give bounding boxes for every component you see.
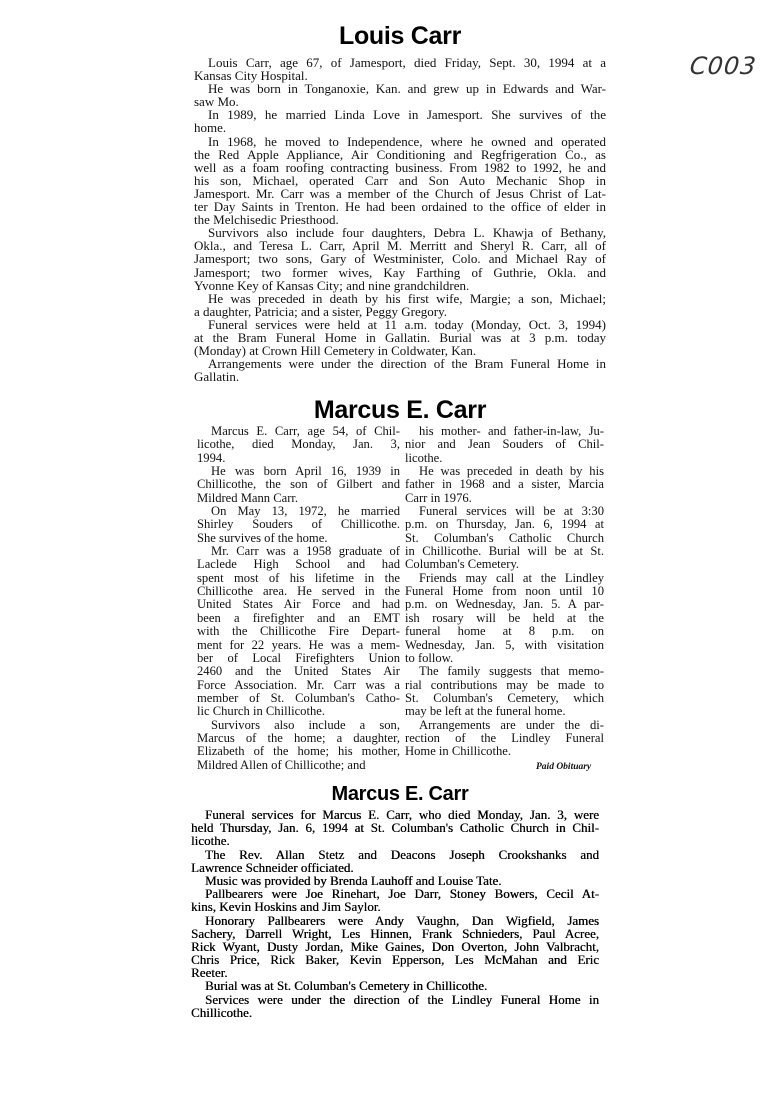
text-line: In 1989, he married Linda Love in Jamesport. She survives of the	[208, 107, 606, 123]
text-line: Burial was at St. Columban's Cemetery in Chillicothe.	[205, 978, 488, 994]
text-line: at the Bram Funeral Home in Gallatin. Burial was at 3 p.m. today	[194, 329, 606, 345]
text-line: Pallbearers were Joe Rinehart, Joe Darr, Stoney Bowers, Cecil At-	[205, 886, 599, 902]
text-line: p.m. on Thursday, Jan. 6, 1994 at	[405, 517, 604, 532]
text-line: Marcus E. Carr, age 54, of Chil-	[211, 424, 400, 438]
text-line: Music was provided by Brenda Lauhoff and Louise Tate.	[205, 872, 502, 888]
text-line: Okla., and Teresa L. Carr, April M. Merritt and Sheryl R. Carr, all of	[194, 238, 606, 254]
text-line: well as a foam roofing contracting business. From 1982 to 1992, he and	[194, 159, 606, 175]
text-line: St. Columban's Catholic Church	[405, 530, 604, 545]
text-line: ment for 22 years. He was a mem-	[197, 637, 400, 652]
text-line: his son, Michael, operated Carr and Son Auto Mechanic Shop in	[194, 172, 606, 188]
text-line: with the Chillicothe Fire Depart-	[197, 624, 400, 639]
text-line: Elizabeth of the home; his mother,	[197, 744, 400, 759]
text-line: He was preceded in death by his	[419, 464, 604, 479]
text-line: Kansas City Hospital.	[194, 68, 308, 84]
text-line: rial contributions may be made to	[405, 677, 604, 692]
text-line: Funeral services will be at 3:30	[419, 504, 604, 519]
text-line: Force Association. Mr. Carr was a	[197, 677, 400, 692]
text-line: held Thursday, Jan. 6, 1994 at St. Columban's Catholic Church in Chil-	[191, 820, 599, 836]
paragraph	[197, 545, 400, 718]
text-line: He was born April 16, 1939 in	[211, 464, 400, 479]
text-line: On May 13, 1972, he married	[211, 504, 400, 519]
text-line: kins, Kevin Hoskins and Jim Saylor.	[191, 899, 381, 915]
funeral-notice-title: Marcus E. Carr	[331, 783, 469, 805]
paragraph	[405, 465, 604, 505]
obituary-right-column	[405, 425, 604, 759]
text-line: He was born in Tonganoxie, Kan. and grew up in Edwards and War-	[208, 81, 606, 97]
text-line: Marcus of the home; a daughter,	[197, 730, 400, 745]
paragraph	[194, 82, 606, 108]
text-line: Reeter.	[191, 965, 228, 981]
text-line: licothe.	[405, 450, 443, 465]
text-line: Survivors also include four daughters, Debra L. Khawja of Bethany,	[208, 225, 606, 241]
paragraph	[405, 665, 604, 718]
paragraph	[194, 318, 606, 357]
text-line: nior and Jean Souders of Chil-	[405, 437, 604, 452]
paragraph	[405, 505, 604, 572]
text-line: to follow.	[405, 650, 454, 665]
text-line: Carr in 1976.	[405, 490, 472, 505]
paragraph	[194, 135, 606, 227]
text-line: lic Church in Chillicothe.	[197, 704, 326, 719]
text-line: Louis Carr, age 67, of Jamesport, died Friday, Sept. 30, 1994 at a	[208, 55, 606, 70]
paragraph	[194, 108, 606, 134]
paragraph	[191, 848, 599, 874]
paragraph	[405, 719, 604, 759]
text-line: Yvonne Key of Kansas City; and nine grandchildren.	[194, 277, 470, 293]
text-line: Chillicothe area. He served in the	[197, 584, 400, 599]
text-line: ish rosary will be held at the	[405, 610, 604, 625]
text-line: home.	[194, 120, 227, 136]
text-line: saw Mo.	[194, 94, 239, 110]
text-line: Services were under the direction of the Lindley Funeral Home in	[205, 991, 599, 1007]
obituary-title-marcus-carr: Marcus E. Carr	[313, 396, 487, 424]
text-line: Jamesport; two former wives, Kay Farthing of Guthrie, Okla. and	[194, 264, 606, 280]
paragraph	[191, 993, 599, 1019]
paragraph	[194, 56, 606, 82]
text-line: Funeral services for Marcus E. Carr, who died Monday, Jan. 3, were	[205, 807, 599, 822]
text-line: Chris Price, Rick Baker, Kevin Epperson, Les McMahan and Eric	[191, 952, 599, 968]
text-line: The family suggests that memo-	[419, 664, 604, 679]
text-line: Mr. Carr was a 1958 graduate of	[211, 544, 400, 559]
text-line: member of St. Columban's Catho-	[197, 690, 400, 705]
text-line: Jamesport. Mr. Carr was a member of the Church of Jesus Christ of Lat-	[194, 185, 606, 201]
obituary-title-louis-carr: Louis Carr	[338, 22, 462, 50]
funeral-notice-body	[191, 808, 599, 1019]
paid-obituary-label: Paid Obituary	[536, 762, 592, 772]
text-line: Shirley Souders of Chillicothe.	[197, 517, 400, 532]
text-line: licothe.	[191, 833, 230, 849]
paragraph	[197, 505, 400, 545]
text-line: a daughter, Patricia; and a sister, Peggy Gregory.	[194, 303, 447, 319]
text-line: may be left at the funeral home.	[405, 704, 566, 719]
text-line: Sachery, Darrell Wright, Les Hinnen, Frank Schnieders, Paul Acree,	[191, 925, 599, 941]
paragraph	[405, 425, 604, 465]
text-line: The Rev. Allan Stetz and Deacons Joseph Crookshanks and	[205, 846, 599, 862]
text-line: in Chillicothe. Burial will be at St.	[405, 544, 604, 559]
text-line: United States Air Force and had	[197, 597, 400, 612]
obituary-body-louis-carr	[194, 56, 606, 383]
text-line: Jamesport; two sons, Gary of Westminister, Colo. and Michael Ray of	[194, 251, 606, 267]
paragraph	[194, 292, 606, 318]
text-line: Mildred Mann Carr.	[197, 490, 299, 505]
text-line: ber of Local Firefighters Union	[197, 650, 400, 665]
obituary-left-column	[197, 425, 400, 772]
text-line: Honorary Pallbearers were Andy Vaughn, Dan Wigfield, James	[205, 912, 599, 928]
text-line: In 1968, he moved to Independence, where he owned and operated	[208, 133, 606, 149]
text-line: Arrangements are under the di-	[419, 717, 604, 732]
paragraph	[197, 719, 400, 772]
text-line: his mother- and father-in-law, Ju-	[419, 424, 604, 438]
paragraph	[191, 979, 599, 992]
text-line: Arrangements were under the direction of the Bram Funeral Home in	[208, 356, 606, 372]
paragraph	[405, 572, 604, 665]
text-line: Mildred Allen of Chillicothe; and	[197, 757, 366, 772]
text-line: rection of the Lindley Funeral	[405, 730, 604, 745]
paragraph	[191, 914, 599, 980]
text-line: Home in Chillicothe.	[405, 744, 511, 759]
paragraph	[194, 357, 606, 383]
text-line: Laclede High School and had	[197, 557, 400, 572]
text-line: He was preceded in death by his first wife, Margie; a son, Michael;	[208, 290, 606, 306]
text-line: Friends may call at the Lindley	[419, 570, 604, 585]
text-line: Wednesday, Jan. 5, with visitation	[405, 637, 604, 652]
text-line: the Melchisedic Priesthood.	[194, 212, 339, 228]
paragraph	[194, 226, 606, 291]
text-line: been a firefighter and an EMT	[197, 610, 400, 625]
paragraph	[191, 887, 599, 913]
text-line: Columban's Cemetery.	[405, 557, 520, 572]
text-line: father in 1968 and a sister, Marcia	[405, 477, 604, 492]
text-line: the Red Apple Appliance, Air Conditioning and Regfrigeration Co., as	[194, 146, 606, 162]
text-line: Rick Wyant, Dusty Jordan, Mike Gaines, Don Overton, John Valbracht,	[191, 938, 599, 954]
paragraph	[197, 425, 400, 465]
text-line: p.m. on Wednesday, Jan. 5. A par-	[405, 597, 604, 612]
text-line: Chillicothe.	[191, 1004, 253, 1020]
text-line: licothe, died Monday, Jan. 3,	[197, 437, 400, 452]
text-line: spent most of his lifetime in the	[197, 570, 400, 585]
text-line: She survives of the home.	[197, 530, 328, 545]
text-line: (Monday) at Crown Hill Cemetery in Coldwater, Kan.	[194, 343, 477, 359]
text-line: St. Columban's Cemetery, which	[405, 690, 604, 705]
text-line: Survivors also include a son,	[211, 717, 400, 732]
text-line: 1994.	[197, 450, 226, 465]
text-line: Funeral Home from noon until 10	[405, 584, 604, 599]
text-line: Gallatin.	[194, 369, 240, 385]
paragraph	[197, 465, 400, 505]
text-line: Funeral services were held at 11 a.m. today (Monday, Oct. 3, 1994)	[208, 316, 606, 332]
paragraph	[191, 808, 599, 848]
text-line: Chillicothe, the son of Gilbert and	[197, 477, 400, 492]
text-line: ter Day Saints in Trenton. He had been ordained to the office of elder in	[194, 199, 606, 215]
handwritten-page-number: C003	[688, 52, 759, 80]
text-line: 2460 and the United States Air	[197, 664, 400, 679]
text-line: Lawrence Schneider officiated.	[191, 859, 354, 875]
text-line: funeral home at 8 p.m. on	[405, 624, 604, 639]
